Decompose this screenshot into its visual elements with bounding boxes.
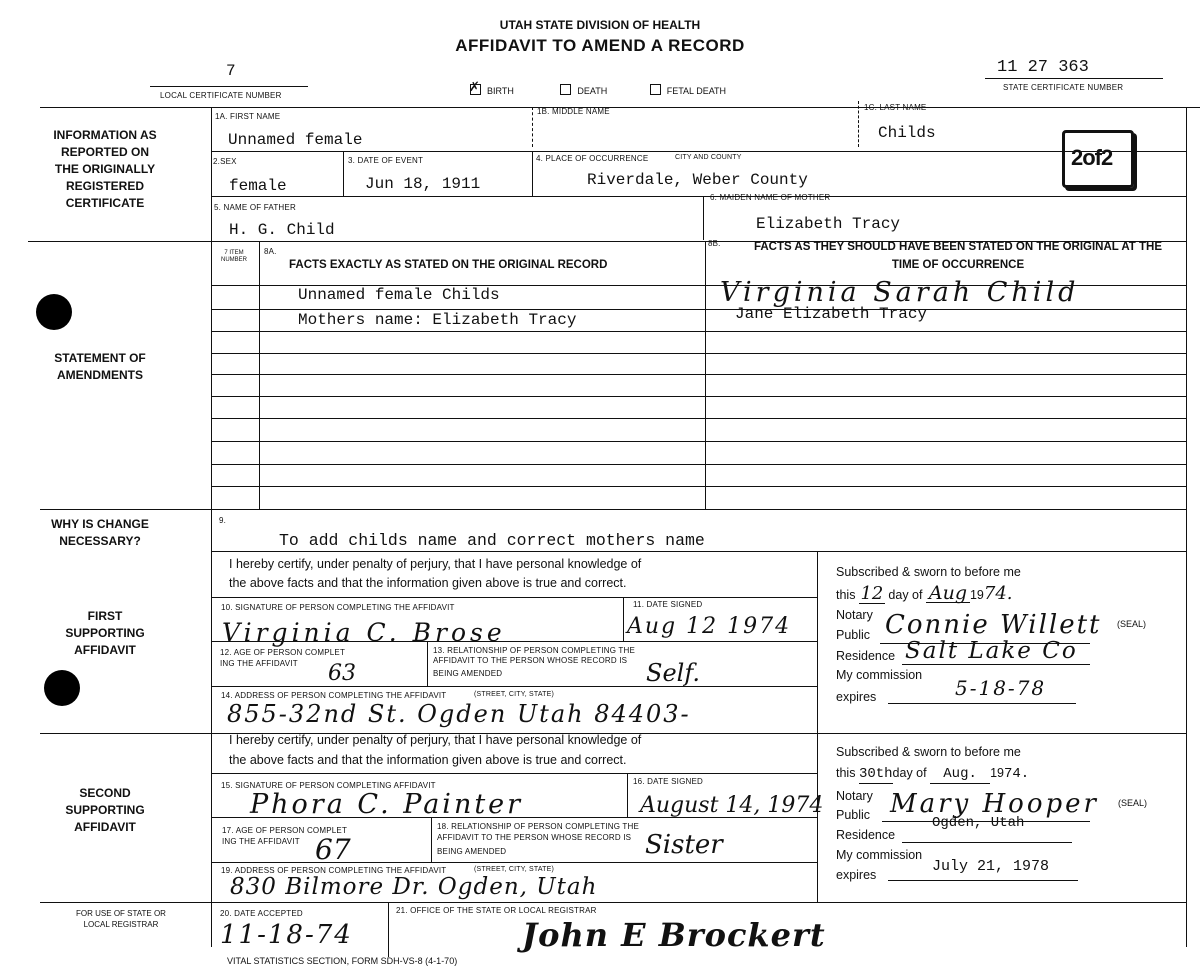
why-change-label: WHY IS CHANGE NECESSARY? bbox=[51, 517, 149, 548]
first-certify-line-2: the above facts and that the information given above is true and correct. bbox=[229, 576, 627, 590]
second-residence-label: Residence bbox=[836, 828, 896, 842]
second-signature-label: 15. SIGNATURE OF PERSON COMPLETING AFFIDAVIT bbox=[221, 781, 436, 790]
why-number: 9. bbox=[219, 516, 227, 525]
sex-label: 2.SEX bbox=[213, 157, 237, 166]
first-expires-label: expires bbox=[836, 690, 877, 704]
state-certificate-number: 11 27 363 bbox=[997, 58, 1089, 77]
second-seal: (SEAL) bbox=[1118, 798, 1148, 808]
second-age-label-1: 17. AGE OF PERSON COMPLET bbox=[222, 826, 348, 835]
first-expires: 5-18-78 bbox=[955, 676, 1047, 700]
form-title: AFFIDAVIT TO AMEND A RECORD bbox=[455, 36, 745, 55]
registrar-signature: John E Brockert bbox=[522, 916, 826, 954]
birth-checkbox[interactable]: ✗ bbox=[469, 79, 480, 94]
second-notary-day: 30th bbox=[858, 766, 893, 782]
copy-stamp: 2of2 bbox=[1062, 130, 1134, 188]
second-date-signed: August 14, 1974 bbox=[640, 793, 824, 818]
last-name-value: Childs bbox=[878, 124, 936, 142]
mother-label: 6. MAIDEN NAME OF MOTHER bbox=[710, 193, 831, 202]
first-public-label: Public bbox=[836, 628, 871, 642]
second-notary-month: Aug. bbox=[930, 765, 990, 784]
date-accepted: 11-18-74 bbox=[220, 920, 353, 950]
second-commission-label: My commission bbox=[836, 848, 923, 862]
sex-value: female bbox=[229, 177, 287, 195]
second-certify-line-1: I hereby certify, under penalty of perjury, that I have personal knowledge of bbox=[229, 733, 642, 747]
father-label: 5. NAME OF FATHER bbox=[214, 203, 296, 212]
agency-name: UTAH STATE DIVISION OF HEALTH bbox=[499, 18, 701, 32]
second-date-label: 16. DATE SIGNED bbox=[633, 777, 703, 786]
fetal-death-checkbox[interactable] bbox=[650, 84, 661, 95]
first-address: 855-32nd St. Ogden Utah 84403- bbox=[227, 700, 691, 728]
first-residence: Salt Lake Co bbox=[905, 638, 1078, 664]
first-date-signed: Aug 12 1974 bbox=[627, 614, 792, 639]
col-a-header: FACTS EXACTLY AS STATED ON THE ORIGINAL RECORD bbox=[289, 259, 608, 271]
first-date-label: 11. DATE SIGNED bbox=[633, 600, 703, 609]
amend-row-1-corrected: Virginia Sarah Child bbox=[720, 277, 1080, 308]
second-address-label: 19. ADDRESS OF PERSON COMPLETING THE AFFIDAVIT bbox=[221, 866, 447, 875]
first-notary-label: Notary bbox=[836, 608, 873, 622]
amend-row-2-corrected: Jane Elizabeth Tracy bbox=[735, 305, 928, 323]
place-value: Riverdale, Weber County bbox=[587, 171, 808, 189]
first-notary-date-line: this 12 day of Aug 1974. bbox=[836, 582, 1013, 604]
first-notary-month: Aug bbox=[926, 584, 970, 603]
first-notary-sworn: Subscribed & sworn to before me bbox=[836, 565, 1021, 579]
col-a-number: 8A. bbox=[264, 247, 277, 256]
binder-hole-top bbox=[36, 294, 72, 330]
first-name-label: 1A. FIRST NAME bbox=[215, 112, 281, 121]
first-certify-line-1: I hereby certify, under penalty of perjury, that I have personal knowledge of bbox=[229, 557, 642, 571]
amend-row-2-original: Mothers name: Elizabeth Tracy bbox=[298, 311, 577, 329]
first-rel-label-2: AFFIDAVIT TO THE PERSON WHOSE RECORD IS bbox=[433, 656, 628, 665]
first-age: 63 bbox=[328, 661, 356, 686]
first-rel-label-3: BEING AMENDED bbox=[433, 669, 503, 678]
second-age-label-2: ING THE AFFIDAVIT bbox=[222, 837, 300, 846]
father-value: H. G. Child bbox=[229, 221, 335, 239]
form-footer: VITAL STATISTICS SECTION, FORM SDH-VS-8 (4-1-70) bbox=[227, 956, 458, 966]
first-age-label-1: 12. AGE OF PERSON COMPLET bbox=[220, 648, 346, 657]
amend-row-1-original: Unnamed female Childs bbox=[298, 286, 500, 304]
office-label: 21. OFFICE OF THE STATE OR LOCAL REGISTRAR bbox=[396, 906, 597, 915]
state-certificate-label: STATE CERTIFICATE NUMBER bbox=[1003, 83, 1124, 92]
second-rel-label-3: BEING AMENDED bbox=[437, 847, 507, 856]
second-signature: Phora C. Painter bbox=[250, 789, 524, 820]
first-rel-label-1: 13. RELATIONSHIP OF PERSON COMPLETING THE bbox=[433, 646, 636, 655]
first-signature: Virginia C. Brose bbox=[222, 618, 506, 647]
first-seal: (SEAL) bbox=[1117, 619, 1147, 629]
record-type-group bbox=[469, 79, 727, 96]
item-number-label: 7 ITEM NUMBER bbox=[220, 250, 247, 263]
second-expires-label: expires bbox=[836, 868, 877, 882]
col-b-header: FACTS AS THEY SHOULD HAVE BEEN STATED ON THE ORIGINAL AT THE TIME OF OCCURRENCE bbox=[753, 241, 1163, 271]
first-signature-label: 10. SIGNATURE OF PERSON COMPLETING THE AFFIDAVIT bbox=[221, 603, 455, 612]
local-certificate-number: 7 bbox=[226, 62, 236, 80]
mother-value: Elizabeth Tracy bbox=[756, 215, 901, 233]
place-label: 4. PLACE OF OCCURRENCE bbox=[536, 154, 649, 163]
record-type-birth[interactable]: ✗ BIRTH bbox=[469, 79, 514, 96]
date-of-event-value: Jun 18, 1911 bbox=[365, 175, 481, 193]
last-name-label: 1C. LAST NAME bbox=[864, 103, 927, 112]
why-change-text: To add childs name and correct mothers name bbox=[279, 531, 705, 550]
first-notary-day: 12 bbox=[860, 583, 884, 604]
second-address-sublabel: (STREET, CITY, STATE) bbox=[474, 866, 555, 873]
record-type-fetal-death[interactable]: FETAL DEATH bbox=[650, 86, 726, 96]
second-certify-line-2: the above facts and that the information given above is true and correct. bbox=[229, 753, 627, 767]
first-address-sublabel: (STREET, CITY, STATE) bbox=[474, 691, 555, 698]
amendments-label: STATEMENT OF AMENDMENTS bbox=[54, 351, 146, 382]
first-age-label-2: ING THE AFFIDAVIT bbox=[220, 659, 298, 668]
first-notary-signature: Connie Willett bbox=[885, 610, 1102, 640]
first-commission-label: My commission bbox=[836, 668, 923, 682]
second-age: 67 bbox=[315, 833, 351, 866]
second-residence: Ogden, Utah bbox=[932, 815, 1025, 831]
second-notary-sworn: Subscribed & sworn to before me bbox=[836, 745, 1021, 759]
second-address: 830 Bilmore Dr. Ogden, Utah bbox=[230, 874, 598, 900]
first-affidavit-label: FIRST SUPPORTING AFFIDAVIT bbox=[65, 609, 145, 657]
binder-hole-bottom bbox=[44, 670, 80, 706]
first-residence-label: Residence bbox=[836, 649, 896, 663]
second-affidavit-label: SECOND SUPPORTING AFFIDAVIT bbox=[65, 786, 145, 834]
col-b-number: 8B. bbox=[708, 239, 721, 248]
middle-name-label: 1B. MIDDLE NAME bbox=[537, 107, 610, 116]
first-relationship: Self. bbox=[646, 659, 700, 687]
second-notary-date-line: this 30thday of Aug. 1974. bbox=[836, 766, 1030, 782]
first-address-label: 14. ADDRESS OF PERSON COMPLETING THE AFFIDAVIT bbox=[221, 691, 447, 700]
second-notary-year: 74. bbox=[1004, 766, 1030, 782]
local-certificate-label: LOCAL CERTIFICATE NUMBER bbox=[160, 91, 282, 100]
date-accepted-label: 20. DATE ACCEPTED bbox=[220, 909, 303, 918]
date-of-event-label: 3. DATE OF EVENT bbox=[348, 156, 424, 165]
original-info-label: INFORMATION AS REPORTED ON THE ORIGINALLY REGISTERED CERTIFICATE bbox=[53, 128, 157, 210]
death-checkbox[interactable] bbox=[560, 84, 571, 95]
second-public-label: Public bbox=[836, 808, 871, 822]
record-type-death[interactable]: DEATH bbox=[560, 86, 607, 96]
second-rel-label-2: AFFIDAVIT TO THE PERSON WHOSE RECORD IS bbox=[437, 833, 632, 842]
second-relationship: Sister bbox=[645, 830, 723, 860]
first-name-value: Unnamed female bbox=[228, 131, 363, 149]
second-rel-label-1: 18. RELATIONSHIP OF PERSON COMPLETING THE bbox=[437, 822, 640, 831]
second-notary-signature: Mary Hooper bbox=[890, 789, 1099, 819]
registrar-label: FOR USE OF STATE OR LOCAL REGISTRAR bbox=[76, 909, 166, 929]
second-notary-label: Notary bbox=[836, 789, 873, 803]
second-expires: July 21, 1978 bbox=[932, 858, 1050, 875]
first-notary-year: 74. bbox=[983, 583, 1013, 604]
place-sublabel: CITY AND COUNTY bbox=[675, 154, 742, 161]
